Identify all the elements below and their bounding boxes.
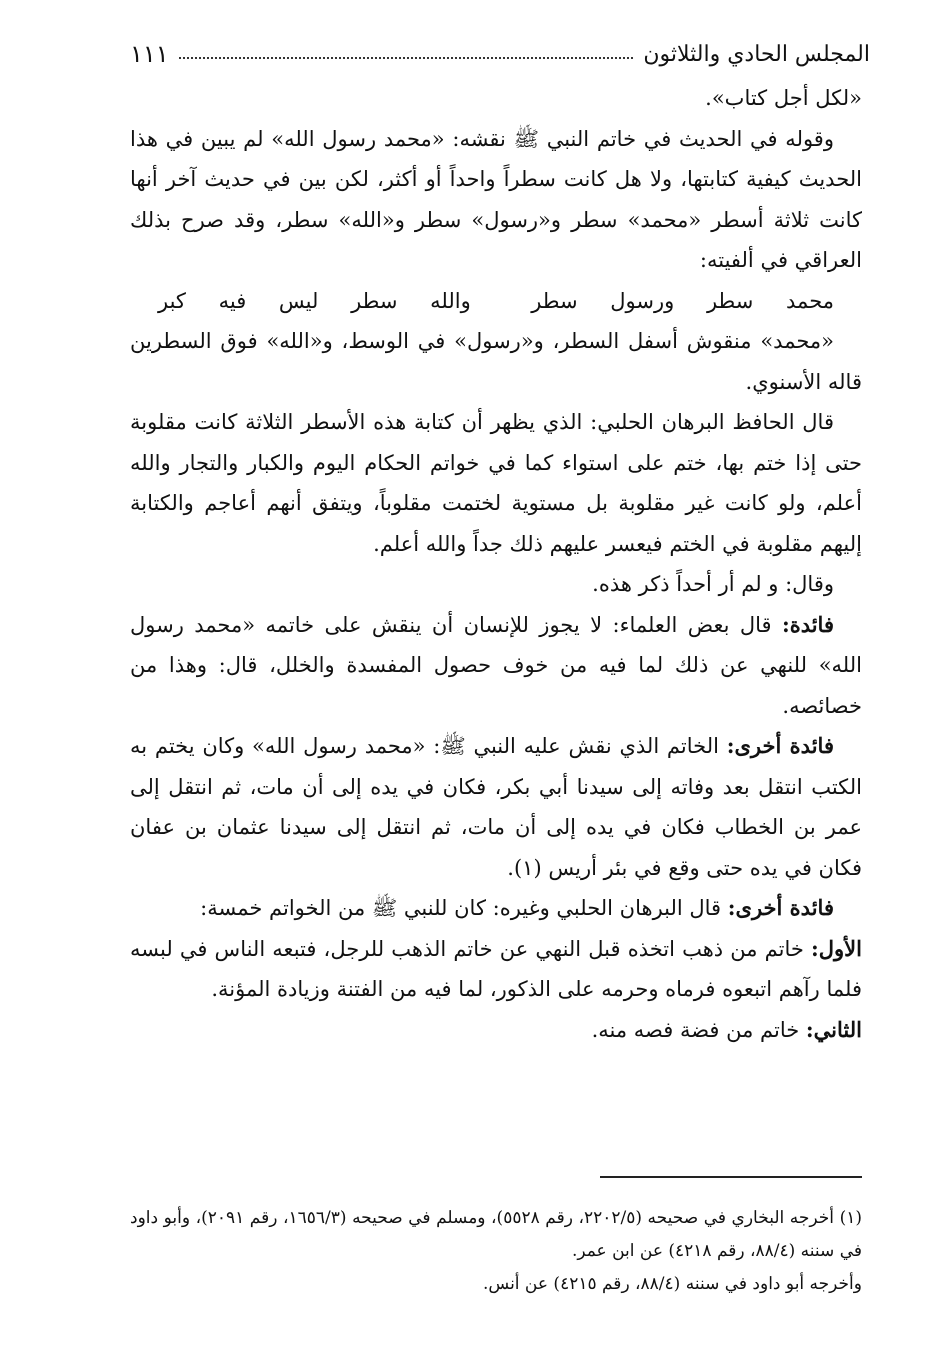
paragraph <box>130 321 862 402</box>
chapter-title: المجلس الحادي والثلاثون <box>643 41 870 67</box>
page-number: ١١١ <box>130 40 169 68</box>
verse-left-hemistich: والله سطر ليس فيه كبر <box>158 288 471 313</box>
paragraph <box>130 726 862 888</box>
header-leader-dots <box>179 57 634 59</box>
main-text <box>130 78 862 1050</box>
footnote-separator <box>600 1176 862 1178</box>
paragraph-lead: الأول: <box>811 935 862 961</box>
paragraph-text: وقوله في الحديث في خاتم النبي ﷺ نقشه: «محمد رسول الله» لم يبين في هذا الحديث كيفية كتابتها، ولا هل كانت سطراً واحداً أو أكثر، لكن بين في حديث آخر أنها كانت ثلاثة أسطر «محمد» سطر و«رسول» سطر و«الله» سطر، وقد صرح بذلك العراقي في ألفيته: <box>130 126 862 272</box>
footnotes <box>130 1202 862 1301</box>
paragraph-text: قال بعض العلماء: لا يجوز للإنسان أن ينقش على خاتمه «محمد رسول الله» للنهي عن ذلك لما فيه من خوف حصول المفسدة والخلل، قال: وهذا من خصائصه. <box>130 612 862 718</box>
paragraph <box>130 605 862 727</box>
paragraph <box>130 564 862 605</box>
paragraph-text: خاتم من فضة فصه منه. <box>591 1017 806 1042</box>
paragraph-text: قال الحافظ البرهان الحلبي: الذي يظهر أن كتابة هذه الأسطر الثلاثة كانت مقلوبة حتى إذا ختم بها، ختم على استواء كما في خواتم الحكام اليوم والكبار والتجار والله أعلم، ولو كانت غير مقلوبة بل مستوية لختمت مقلوباً، ويتفق أنهم أعاجم والكتابة إليهم مقلوبة في الختم فيعسر عليهم ذلك جداً والله أعلم. <box>130 410 862 556</box>
paragraph <box>130 119 862 281</box>
paragraph-text: «محمد» منقوش أسفل السطر، و«رسول» في الوسط، و«الله» فوق السطرين قاله الأسنوي. <box>130 329 862 394</box>
paragraph <box>130 888 862 929</box>
paragraph-text: خاتم من ذهب اتخذه قبل النهي عن خاتم الذهب للرجل، فتبعه الناس في لبسه فلما رآهم اتبعوه فرماه وحرمه على الذكور، لما فيه من الفتنة وزيادة المؤنة. <box>130 936 862 1001</box>
paragraph-lead: الثاني: <box>805 1016 862 1042</box>
paragraph-text: قال البرهان الحلبي وغيره: كان للنبي ﷺ من الخواتم خمسة: <box>200 896 728 920</box>
footnote: (١) أخرجه البخاري في صحيحه (٢٢٠٢/٥، رقم ٥٥٢٨)، ومسلم في صحيحه (١٦٥٦/٣، رقم ٢٠٩١)، وأبو داود في سننه (٨٨/٤، رقم ٤٢١٨) عن ابن عمر. <box>130 1208 862 1261</box>
paragraph-lead: فائدة أخرى: <box>726 733 834 758</box>
paragraph-lead: فائدة أخرى: <box>727 895 834 920</box>
paragraph-text: وقال: و لم أر أحداً ذكر هذه. <box>592 572 834 596</box>
paragraph-text: الخاتم الذي نقش عليه النبي ﷺ: «محمد رسول الله» وكان يختم به الكتب انتقل بعد وفاته إلى سيدنا أبي بكر، فكان في يده إلى أن مات، ثم انتقل إلى عمر بن الخطاب فكان في يده إلى أن مات، ثم انتقل إلى سيدنا عثمان بن عفان فكان في يده حتى وقع في بئر أريس (١). <box>130 734 862 880</box>
verse-right-hemistich: محمد سطر ورسول سطر <box>531 288 834 313</box>
paragraph <box>130 402 862 564</box>
footnote: وأخرجه أبو داود في سننه (٨٨/٤، رقم ٤٢١٥) عن أنس. <box>483 1274 862 1294</box>
paragraph <box>130 78 862 119</box>
paragraph <box>130 1010 862 1051</box>
running-header <box>130 36 870 72</box>
poem-verse <box>130 281 862 322</box>
paragraph-text: «لكل أجل كتاب». <box>705 86 862 110</box>
paragraph-lead: فائدة: <box>781 611 834 637</box>
paragraph <box>130 929 862 1010</box>
